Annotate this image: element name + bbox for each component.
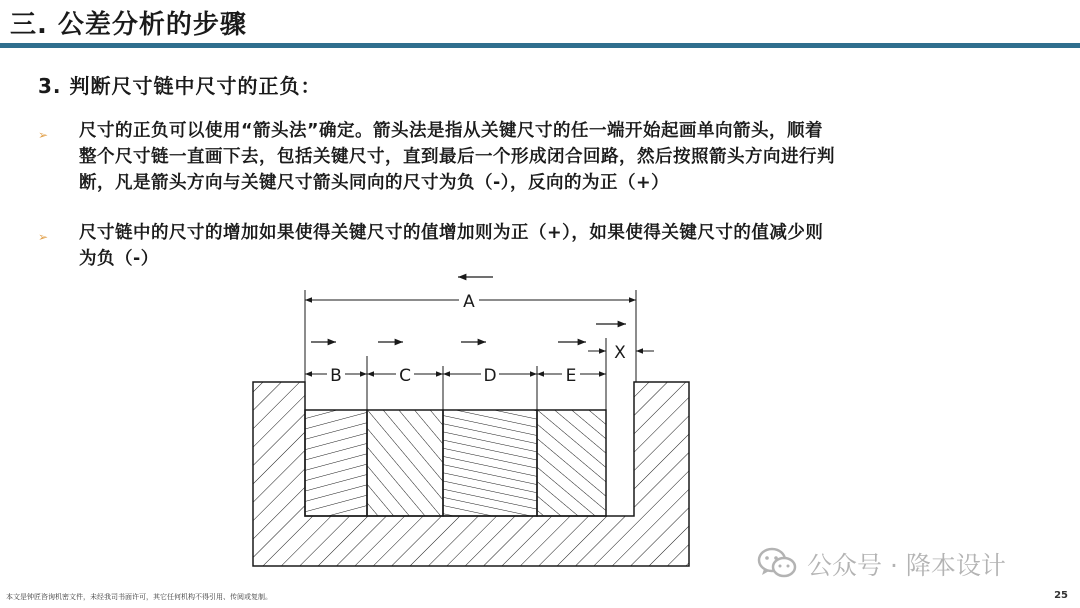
paragraph-line: 尺寸链中的尺寸的增加如果使得关键尺寸的值增加则为正（+），如果使得关键尺寸的值减少则 (79, 223, 824, 243)
wechat-icon (757, 547, 797, 581)
tolerance-stack-diagram (248, 268, 698, 577)
dim-label-c: C (399, 366, 411, 386)
arrow-bullet-icon: ➢ (38, 128, 49, 142)
paragraph-line: 为负（-） (79, 249, 159, 269)
block-c (367, 410, 443, 516)
paragraph-line: 尺寸的正负可以使用“箭头法”确定。箭头法是指从关键尺寸的任一端开始起画单向箭头，顺着 (79, 121, 823, 141)
slide-title: 三. 公差分析的步骤 (10, 10, 247, 40)
page-number: 25 (1054, 590, 1068, 601)
bullet-paragraph-1 (79, 118, 1069, 196)
confidentiality-note: 本文是钟匠咨询机密文件，未经我司书面许可，其它任何机构不得引用、传阅或复制。 (6, 593, 272, 601)
bullet-paragraph-2 (79, 220, 1069, 272)
arrow-bullet-icon: ➢ (38, 230, 49, 244)
dim-label-e: E (565, 366, 577, 386)
block-b (305, 410, 367, 516)
dim-label-b: B (330, 366, 342, 386)
dim-label-d: D (483, 366, 497, 386)
dim-label-a: A (463, 292, 475, 312)
section-subheading: 3. 判断尺寸链中尺寸的正负： (38, 74, 322, 98)
paragraph-line: 整个尺寸链一直画下去，包括关键尺寸，直到最后一个形成闭合回路，然后按照箭头方向进行判 (79, 147, 835, 167)
watermark-text: 公众号 · 降本设计 (807, 551, 1006, 580)
block-d (443, 410, 537, 516)
title-underline (0, 43, 1080, 48)
dim-label-x: X (614, 343, 626, 363)
paragraph-line: 断，凡是箭头方向与关键尺寸箭头同向的尺寸为负（-），反向的为正（+） (79, 173, 670, 193)
watermark (757, 546, 1006, 582)
block-e (537, 410, 606, 516)
